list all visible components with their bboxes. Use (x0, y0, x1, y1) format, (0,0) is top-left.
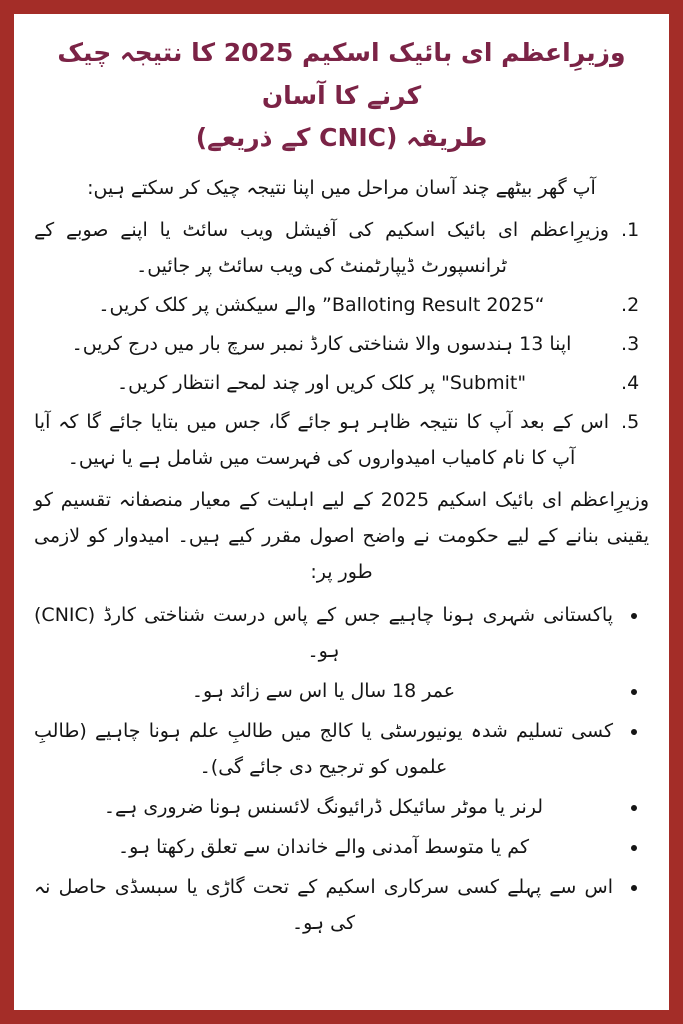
step-item-5: 5. اس کے بعد آپ کا نتیجہ ظاہر ہو جائے گا، جس میں بتایا جائے گا کہ آیا آپ کا نام کامیاب امیدواروں کی فہرست میں شامل ہے یا نہیں۔ (34, 404, 615, 476)
steps-list (34, 212, 649, 477)
eligibility-item-2: • عمر 18 سال یا اس سے زائد ہو۔ (34, 673, 619, 709)
eligibility-list (34, 597, 649, 942)
eligibility-item-3: • کسی تسلیم شدہ یونیورسٹی یا کالج میں طالبِ علم ہونا چاہیے (طالبِ علموں کو ترجیح دی جائے گی)۔ (34, 713, 619, 785)
eligibility-item-1: • پاکستانی شہری ہونا چاہیے جس کے پاس درست شناختی کارڈ (CNIC) ہو۔ (34, 597, 619, 669)
step-item-4: 4. "Submit" پر کلک کریں اور چند لمحے انتظار کریں۔ (34, 365, 615, 401)
step-item-2: 2. “Balloting Result 2025” والے سیکشن پر کلک کریں۔ (34, 287, 615, 323)
eligibility-item-4: • لرنر یا موٹر سائیکل ڈرائیونگ لائسنس ہونا ضروری ہے۔ (34, 789, 619, 825)
intro-paragraph: آپ گھر بیٹھے چند آسان مراحل میں اپنا نتیجہ چیک کر سکتے ہیں: (87, 176, 596, 199)
title-line-1: وزیرِاعظم ای بائیک اسکیم 2025 کا نتیجہ چیک کرنے کا آسان (57, 38, 626, 110)
eligibility-item-6: • اس سے پہلے کسی سرکاری اسکیم کے تحت گاڑی یا سبسڈی حاصل نہ کی ہو۔ (34, 869, 619, 941)
document-title (44, 32, 639, 160)
step-item-1: 1. وزیرِاعظم ای بائیک اسکیم کی آفیشل ویب سائٹ یا اپنے صوبے کے ٹرانسپورٹ ڈیپارٹمنٹ کی ویب سائٹ پر جائیں۔ (34, 212, 615, 284)
step-item-3: 3. اپنا 13 ہندسوں والا شناختی کارڈ نمبر سرچ بار میں درج کریں۔ (34, 326, 615, 362)
title-line-2: طریقہ (CNIC کے ذریعے) (195, 123, 488, 152)
eligibility-intro: وزیرِاعظم ای بائیک اسکیم 2025 کے لیے اہلیت کے معیار منصفانہ تقسیم کو یقینی بنانے کے لیے حکومت نے واضح اصول مقرر کیے ہیں۔ امیدوار کو لازمی طور پر: (34, 489, 650, 584)
eligibility-item-5: • کم یا متوسط آمدنی والے خاندان سے تعلق رکھتا ہو۔ (34, 829, 619, 865)
